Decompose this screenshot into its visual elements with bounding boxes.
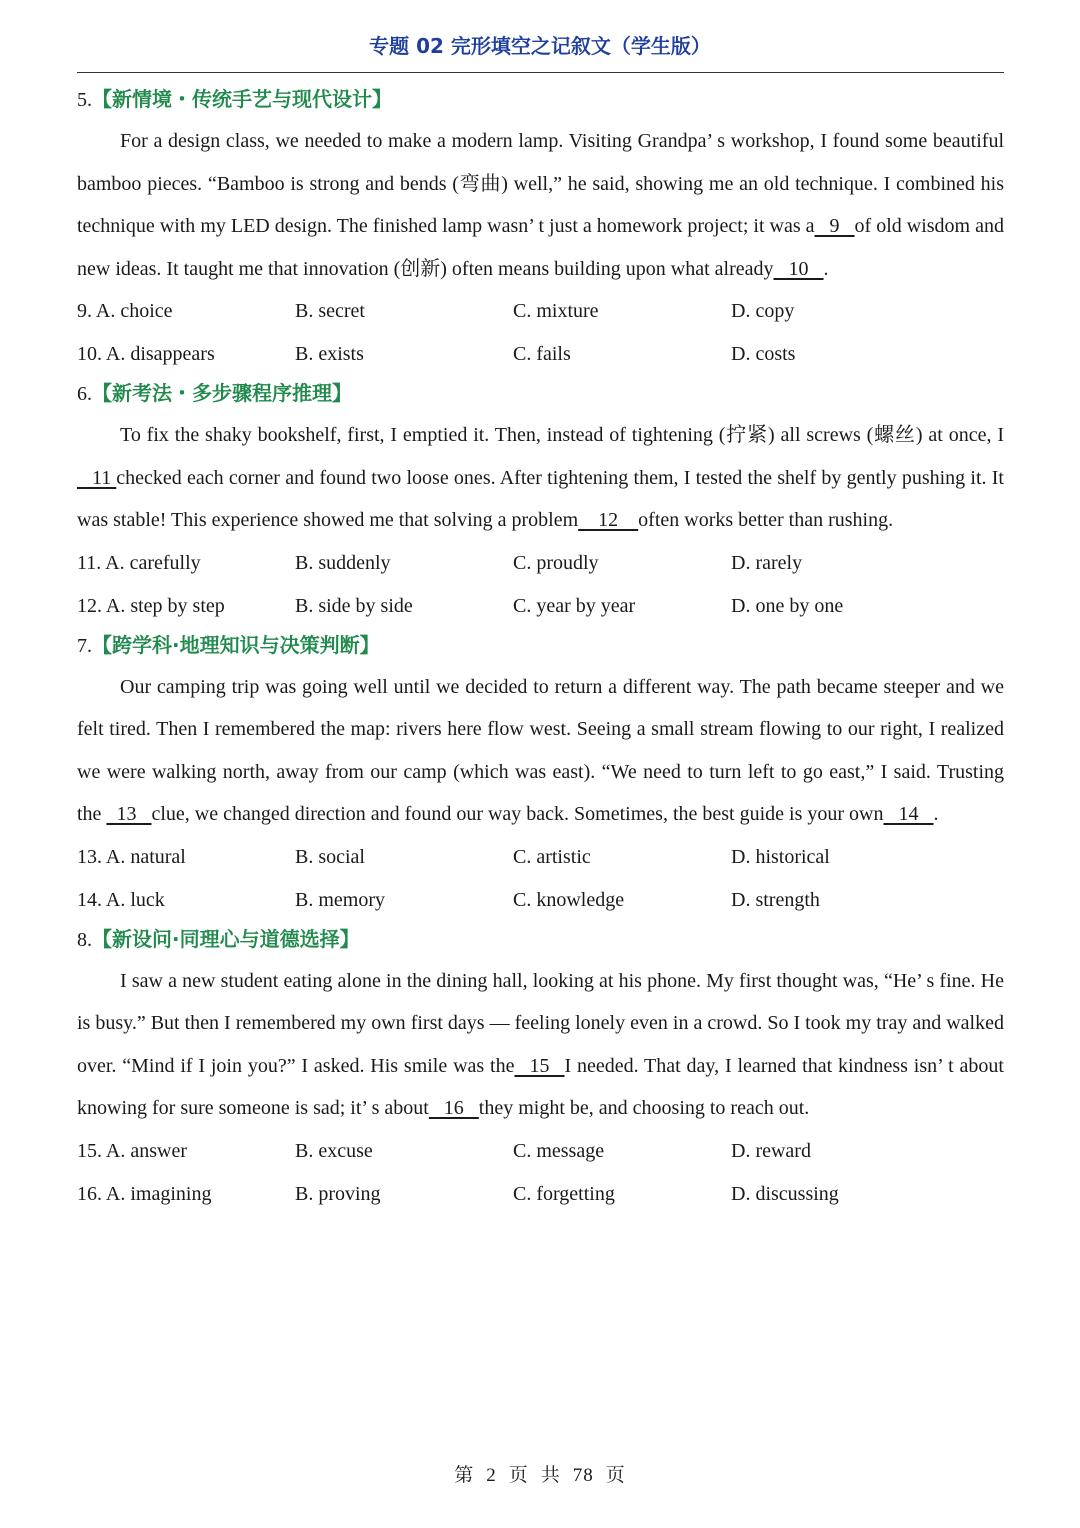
section-title xyxy=(77,376,1004,414)
option-a: 12. A. step by step xyxy=(77,594,225,617)
question-section xyxy=(77,922,1004,1216)
question-section xyxy=(77,376,1004,628)
answer-blank: 15 xyxy=(514,1054,565,1077)
answer-blank: 13 xyxy=(106,803,152,825)
page-footer xyxy=(0,1460,1080,1487)
section-tag: 【跨学科·地理知识与决策判断】 xyxy=(92,632,380,657)
option-b: B. social xyxy=(295,845,365,868)
option-a: 16. A. imagining xyxy=(77,1182,212,1205)
section-tag: 【新情境・传统手艺与现代设计】 xyxy=(92,87,392,111)
option-d: D. copy xyxy=(731,300,795,322)
current-page-number: 2 xyxy=(486,1465,497,1486)
answer-blank: 11 xyxy=(77,466,117,489)
section-number: 6. xyxy=(77,383,92,405)
option-a: 11. A. carefully xyxy=(77,551,201,574)
passage xyxy=(77,960,1004,1130)
section-title xyxy=(77,922,1004,960)
options-row xyxy=(77,1173,1004,1216)
passage-text: of old wisdom and new ideas. It taught me that innovation (创新) often means building upon what already xyxy=(77,215,1005,280)
passage-text: I saw a new student eating alone in the dining hall, looking at his phone. My first thought was, “He’ s fine. He is busy.” But then I remembered my own first days — feeling lonely even in a crowd. So I took my tray and walked over. “Mind if I join you?” I asked. His smile was the xyxy=(77,969,1004,1077)
option-c: C. knowledge xyxy=(513,888,625,911)
options-row xyxy=(77,290,1004,333)
option-a: 15. A. answer xyxy=(77,1139,187,1162)
options-row xyxy=(77,836,1004,879)
options-row xyxy=(77,585,1004,628)
question-section xyxy=(77,628,1004,922)
header-divider xyxy=(77,72,1004,73)
section-number: 7. xyxy=(77,634,92,657)
option-d: D. historical xyxy=(731,845,830,868)
footer-text: 页 xyxy=(508,1465,529,1486)
footer-text: 页 xyxy=(605,1465,626,1486)
passage-text: Our camping trip was going well until we decided to return a different way. The path became steeper and we felt tired. Then I remembered the map: rivers here flow west. Seeing a small stream flowing to our right, I realized we were walking north, away from our camp (which was east). “We need to turn left to go east,” I said. Trusting the xyxy=(77,675,1004,825)
passage-text: . xyxy=(933,803,939,825)
options-row xyxy=(77,542,1004,585)
answer-blank: 14 xyxy=(883,803,934,825)
option-c: C. year by year xyxy=(513,594,636,617)
options-row xyxy=(77,1130,1004,1173)
option-b: B. suddenly xyxy=(295,551,391,574)
option-b: B. excuse xyxy=(295,1139,373,1162)
section-number: 5. xyxy=(77,89,92,111)
footer-text: 共 xyxy=(540,1465,561,1486)
passage xyxy=(77,120,1004,290)
question-section xyxy=(77,82,1004,376)
section-title xyxy=(77,628,1004,666)
option-d: D. costs xyxy=(731,343,796,365)
passage-text: . xyxy=(823,257,829,280)
passage-text: they might be, and choosing to reach out. xyxy=(478,1097,810,1119)
answer-blank: 16 xyxy=(428,1097,479,1119)
option-b: B. exists xyxy=(295,343,364,365)
option-b: B. proving xyxy=(295,1182,381,1205)
option-c: C. proudly xyxy=(513,551,599,574)
passage xyxy=(77,414,1004,542)
option-d: D. rarely xyxy=(731,551,803,574)
option-d: D. discussing xyxy=(731,1182,839,1205)
option-b: B. memory xyxy=(295,888,385,911)
option-a: 14. A. luck xyxy=(77,888,165,911)
answer-blank: 12 xyxy=(578,509,639,531)
section-title xyxy=(77,82,1004,120)
option-c: C. forgetting xyxy=(513,1182,615,1205)
option-c: C. message xyxy=(513,1139,605,1162)
document-body xyxy=(77,82,1004,1216)
page-header-title: 专题 02 完形填空之记叙文（学生版） xyxy=(369,34,711,58)
passage-text: For a design class, we needed to make a modern lamp. Visiting Grandpa’ s workshop, I found some beautiful bamboo pieces. “Bamboo is strong and bends (弯曲) well,” he said, showing me an old technique. I combined his technique with my LED design. The finished lamp wasn’ t just a homework project; it was a xyxy=(77,130,1004,237)
passage-text: I needed. That day, I learned that kindness isn’ t about knowing for sure someone is sad; it’ s about xyxy=(77,1054,1004,1119)
option-d: D. reward xyxy=(731,1139,811,1162)
option-d: D. one by one xyxy=(731,594,844,617)
option-d: D. strength xyxy=(731,888,820,911)
option-b: B. side by side xyxy=(295,594,413,617)
option-a: 10. A. disappears xyxy=(77,343,215,365)
option-a: 9. A. choice xyxy=(77,300,173,322)
option-c: C. artistic xyxy=(513,845,591,868)
section-tag: 【新考法・多步骤程序推理】 xyxy=(92,381,352,405)
passage-text: checked each corner and found two loose ones. After tightening them, I tested the shelf by gently pushing it. It was stable! This experience showed me that solving a problem xyxy=(77,466,1004,531)
options-row xyxy=(77,879,1004,922)
total-page-count: 78 xyxy=(572,1465,594,1486)
passage-text: To fix the shaky bookshelf, first, I emptied it. Then, instead of tightening (拧紧) all screws (螺丝) at once, I xyxy=(120,424,1004,446)
section-number: 8. xyxy=(77,928,92,951)
answer-blank: 9 xyxy=(814,215,855,237)
passage-text: often works better than rushing. xyxy=(638,509,894,531)
passage-text: clue, we changed direction and found our way back. Sometimes, the best guide is your own xyxy=(151,803,884,825)
footer-text: 第 xyxy=(454,1465,475,1486)
option-c: C. mixture xyxy=(513,300,599,322)
options-row xyxy=(77,333,1004,376)
option-a: 13. A. natural xyxy=(77,845,186,868)
answer-blank: 10 xyxy=(773,257,824,280)
passage xyxy=(77,666,1004,836)
option-b: B. secret xyxy=(295,300,365,322)
option-c: C. fails xyxy=(513,343,571,365)
section-tag: 【新设问·同理心与道德选择】 xyxy=(92,926,360,951)
